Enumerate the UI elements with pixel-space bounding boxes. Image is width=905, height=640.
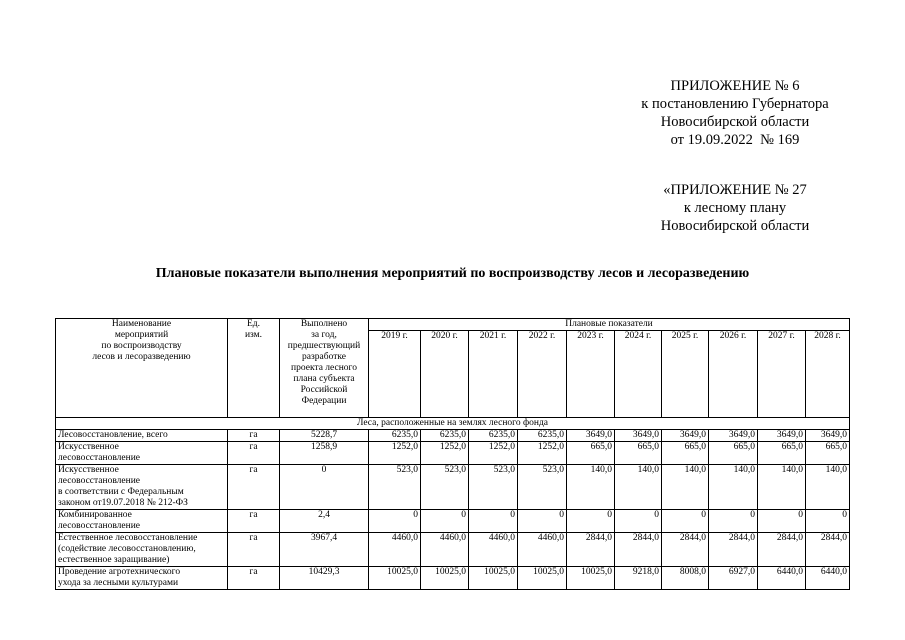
row-value: 0 <box>567 510 615 533</box>
appendix-line: к постановлению Губернатора <box>641 96 829 112</box>
row-value: 2844,0 <box>806 533 850 567</box>
header-planned: Плановые показатели <box>369 319 850 331</box>
header-year: 2023 г. <box>567 331 615 418</box>
row-value: 10025,0 <box>369 567 421 590</box>
row-value: 6440,0 <box>758 567 806 590</box>
row-value: 665,0 <box>758 442 806 465</box>
document-title: Плановые показатели выполнения мероприятий по воспроизводству лесов и лесоразведению <box>155 266 750 281</box>
header-year: 2024 г. <box>615 331 662 418</box>
header-done <box>280 319 369 418</box>
header-name <box>56 319 228 418</box>
appendix-line: к лесному плану <box>683 200 787 216</box>
header-done-line: плана субъекта <box>293 374 355 384</box>
row-value: 2844,0 <box>709 533 758 567</box>
row-name-line: в соответствии с Федеральным <box>58 487 184 497</box>
row-unit: га <box>228 465 280 510</box>
table-row <box>56 442 850 465</box>
row-done: 3967,4 <box>280 533 369 567</box>
row-value: 0 <box>806 510 850 533</box>
row-value: 0 <box>615 510 662 533</box>
row-done: 2,4 <box>280 510 369 533</box>
row-value: 140,0 <box>758 465 806 510</box>
table-row <box>56 567 850 590</box>
row-done: 5228,7 <box>280 430 369 442</box>
row-name <box>56 465 228 510</box>
row-value: 140,0 <box>806 465 850 510</box>
section-row: Леса, расположенные на землях лесного фонда <box>56 418 850 430</box>
row-unit: га <box>228 533 280 567</box>
row-value: 3649,0 <box>662 430 709 442</box>
row-value: 0 <box>421 510 469 533</box>
appendix-27-header <box>615 181 855 235</box>
header-name-line: лесов и лесоразведению <box>92 352 191 362</box>
header-done-line: Федерации <box>301 396 347 406</box>
row-done: 10429,3 <box>280 567 369 590</box>
header-done-line: предшествующий <box>287 341 361 351</box>
row-name-line: законом от19.07.2018 № 212-ФЗ <box>58 498 188 508</box>
row-value: 523,0 <box>469 465 518 510</box>
header-year: 2028 г. <box>806 331 850 418</box>
row-value: 0 <box>709 510 758 533</box>
row-value: 10025,0 <box>421 567 469 590</box>
row-value: 8008,0 <box>662 567 709 590</box>
row-value: 6927,0 <box>709 567 758 590</box>
row-name-line: Искусственное <box>58 465 119 475</box>
table-row <box>56 465 850 510</box>
header-year: 2027 г. <box>758 331 806 418</box>
row-value: 6235,0 <box>421 430 469 442</box>
header-unit-line: изм. <box>244 330 263 340</box>
row-name <box>56 533 228 567</box>
row-value: 0 <box>662 510 709 533</box>
row-name-line: ухода за лесными культурами <box>58 578 179 588</box>
row-value: 665,0 <box>567 442 615 465</box>
row-name-line: Комбинированное <box>58 510 132 520</box>
row-value: 140,0 <box>709 465 758 510</box>
row-name <box>56 442 228 465</box>
row-name-line: лесовосстановление <box>58 476 141 486</box>
row-value: 1252,0 <box>518 442 567 465</box>
row-value: 10025,0 <box>469 567 518 590</box>
row-name <box>56 430 228 442</box>
row-value: 3649,0 <box>709 430 758 442</box>
row-name <box>56 567 228 590</box>
row-unit: га <box>228 567 280 590</box>
appendix-line: ПРИЛОЖЕНИЕ № 6 <box>670 78 800 94</box>
indicators-table <box>55 318 850 590</box>
row-value: 523,0 <box>369 465 421 510</box>
row-value: 665,0 <box>662 442 709 465</box>
row-value: 0 <box>518 510 567 533</box>
header-unit <box>228 319 280 418</box>
header-year: 2022 г. <box>518 331 567 418</box>
row-name-line: естественное заращивание) <box>58 555 170 565</box>
row-value: 0 <box>758 510 806 533</box>
header-year: 2021 г. <box>469 331 518 418</box>
row-name <box>56 510 228 533</box>
header-done-line: Выполнено <box>300 319 348 329</box>
table-row <box>56 533 850 567</box>
row-value: 2844,0 <box>662 533 709 567</box>
appendix-6-header <box>610 77 860 149</box>
row-unit: га <box>228 510 280 533</box>
row-done: 0 <box>280 465 369 510</box>
row-value: 3649,0 <box>615 430 662 442</box>
header-name-line: по воспроизводству <box>101 341 182 351</box>
table-row <box>56 430 850 442</box>
header-done-line: разработке <box>302 352 346 362</box>
header-unit-line: Ед. <box>246 319 260 329</box>
row-value: 0 <box>469 510 518 533</box>
row-name-line: Естественное лесовосстановление <box>58 533 198 543</box>
row-value: 523,0 <box>421 465 469 510</box>
row-value: 665,0 <box>615 442 662 465</box>
row-value: 140,0 <box>567 465 615 510</box>
header-year: 2026 г. <box>709 331 758 418</box>
header-year: 2019 г. <box>369 331 421 418</box>
row-value: 1252,0 <box>469 442 518 465</box>
row-unit: га <box>228 430 280 442</box>
row-value: 523,0 <box>518 465 567 510</box>
row-name-line: лесовосстановление <box>58 453 141 463</box>
header-year: 2020 г. <box>421 331 469 418</box>
indicators-table-wrapper <box>55 318 850 590</box>
row-value: 2844,0 <box>567 533 615 567</box>
row-value: 4460,0 <box>421 533 469 567</box>
row-value: 4460,0 <box>469 533 518 567</box>
row-unit: га <box>228 442 280 465</box>
row-name-line: Искусственное <box>58 442 119 452</box>
row-value: 665,0 <box>709 442 758 465</box>
row-value: 6440,0 <box>806 567 850 590</box>
row-value: 10025,0 <box>567 567 615 590</box>
row-value: 9218,0 <box>615 567 662 590</box>
row-value: 140,0 <box>615 465 662 510</box>
header-year: 2025 г. <box>662 331 709 418</box>
appendix-line: от 19.09.2022 № 169 <box>670 132 800 148</box>
row-value: 6235,0 <box>518 430 567 442</box>
row-name-line: Проведение агротехнического <box>58 567 181 577</box>
row-value: 1252,0 <box>369 442 421 465</box>
row-value: 665,0 <box>806 442 850 465</box>
appendix-line: Новосибирской области <box>660 218 810 234</box>
header-done-line: Российской <box>300 385 348 395</box>
header-name-line: мероприятий <box>114 330 169 340</box>
table-row <box>56 510 850 533</box>
row-value: 140,0 <box>662 465 709 510</box>
row-value: 0 <box>369 510 421 533</box>
header-name-line: Наименование <box>111 319 172 329</box>
table-body <box>56 430 850 590</box>
row-value: 1252,0 <box>421 442 469 465</box>
row-name-line: (содействие лесовосстановлению, <box>58 544 196 554</box>
row-done: 1258,9 <box>280 442 369 465</box>
row-name-line: лесовосстановление <box>58 521 141 531</box>
header-done-line: проекта лесного <box>291 363 357 373</box>
header-done-line: за год, <box>311 330 337 340</box>
row-value: 3649,0 <box>758 430 806 442</box>
row-name-line: Лесовосстановление, всего <box>58 430 168 440</box>
row-value: 4460,0 <box>518 533 567 567</box>
row-value: 6235,0 <box>369 430 421 442</box>
row-value: 3649,0 <box>567 430 615 442</box>
row-value: 2844,0 <box>615 533 662 567</box>
row-value: 3649,0 <box>806 430 850 442</box>
appendix-line: «ПРИЛОЖЕНИЕ № 27 <box>663 182 807 198</box>
row-value: 6235,0 <box>469 430 518 442</box>
appendix-line: Новосибирской области <box>660 114 810 130</box>
row-value: 2844,0 <box>758 533 806 567</box>
row-value: 10025,0 <box>518 567 567 590</box>
row-value: 4460,0 <box>369 533 421 567</box>
